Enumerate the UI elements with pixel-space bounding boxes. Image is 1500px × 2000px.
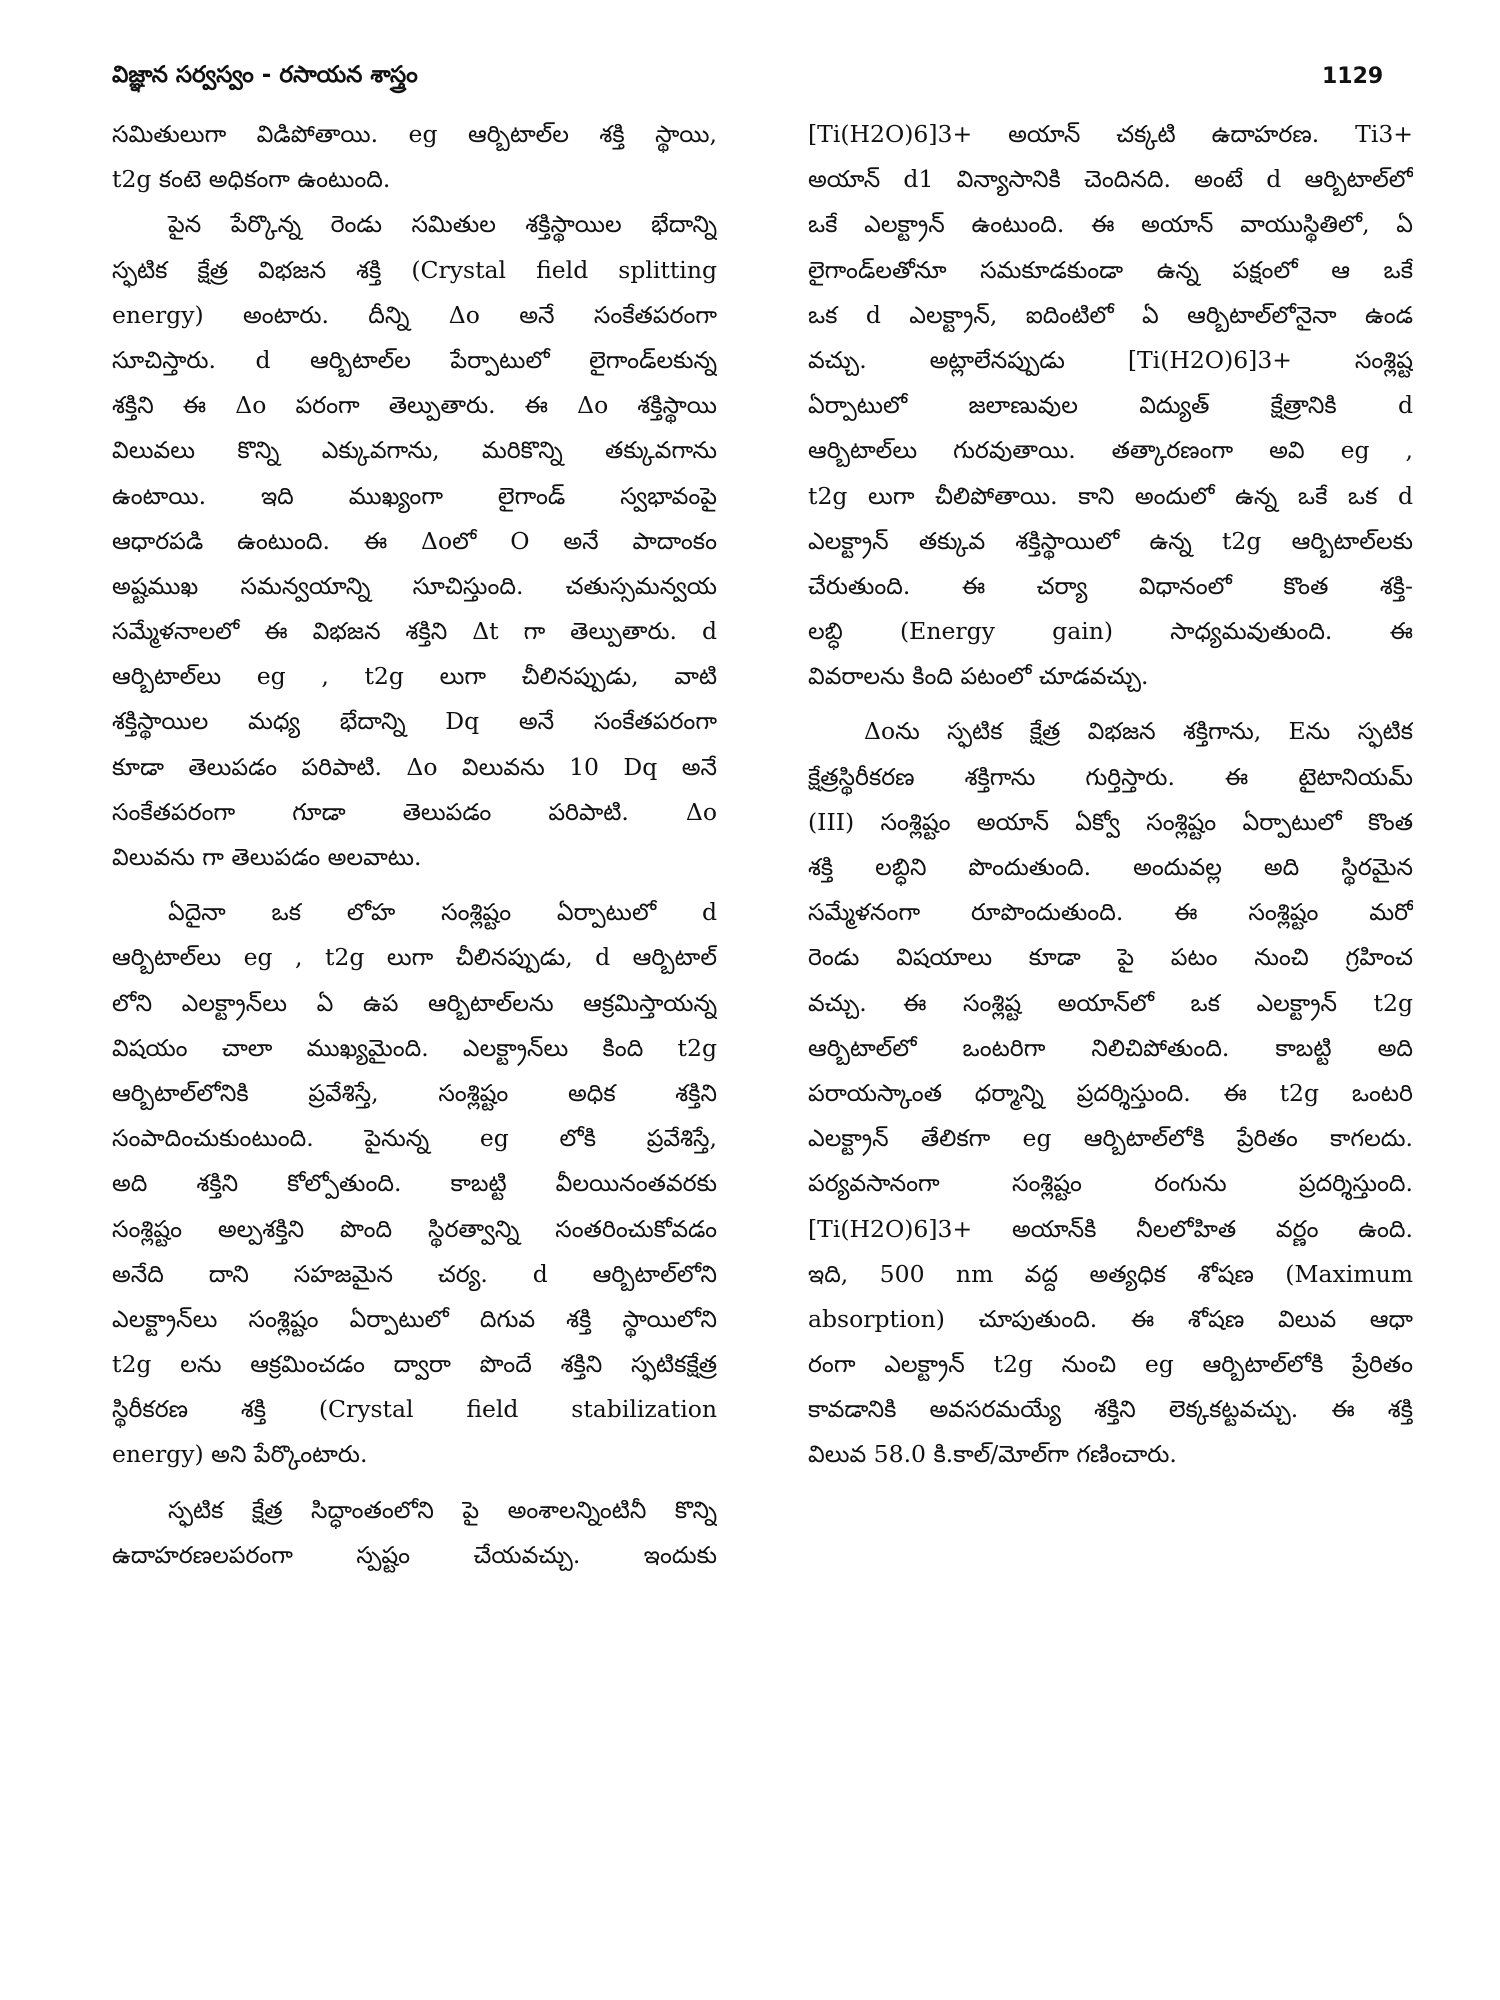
text-line: విలువలు కొన్ని ఎక్కువగాను, మరికొన్ని తక్కువగాను [112, 436, 717, 465]
text-line: ఇది, 500 nm వద్ద అత్యధిక శోషణ (Maximum [808, 1259, 1413, 1288]
text-line: రెండు విషయాలు కూడా పై పటం నుంచి గ్రహించ [808, 943, 1413, 972]
text-line: t2g లుగా చీలిపోతాయి. కాని అందులో ఉన్న ఒకే ఒక d [808, 481, 1413, 510]
text-line: పరాయస్కాంత ధర్మాన్ని ప్రదర్శిస్తుంది. ఈ t2g ఒంటరి [808, 1078, 1413, 1107]
text-line: శక్తిస్థాయిల మధ్య భేదాన్ని Dq అనే సంకేతపరంగా [112, 707, 717, 736]
text-line: లైగాండ్‌లతోనూ సమకూడకుండా ఉన్న పక్షంలో ఆ ఒకే [808, 255, 1413, 284]
text-line: రంగా ఎలక్ట్రాన్ t2g నుంచి eg ఆర్బిటాల్‌లోకి ప్రేరితం [808, 1350, 1413, 1379]
text-line: సంశ్లిష్టం అల్పశక్తిని పొంది స్థిరత్వాన్ని సంతరించుకోవడం [112, 1214, 717, 1243]
text-line: ఉదాహరణలపరంగా స్పష్టం చేయవచ్చు. ఇందుకు [112, 1540, 717, 1569]
text-line: ఒకే ఎలక్ట్రాన్ ఉంటుంది. ఈ అయాన్ వాయుస్థితిలో, ఏ [808, 210, 1413, 239]
text-line: కావడానికి అవసరమయ్యే శక్తిని లెక్కకట్టవచ్చు. ఈ శక్తి [808, 1395, 1413, 1424]
text-line: ఆర్బిటాల్‌లు eg , t2g లుగా చీలినప్పుడు, d ఆర్బిటాల్ [112, 943, 717, 972]
text-line: [Ti(H2O)6]3+ అయాన్ చక్కటి ఉదాహరణ. Ti3+ [808, 120, 1413, 148]
text-line: (III) సంశ్లిష్టం అయాన్ ఏక్వో సంశ్లిష్టం ఏర్పాటులో కొంత [808, 807, 1413, 836]
text-line: t2g కంటె అధికంగా ఉంటుంది. [112, 165, 391, 194]
text-line: క్షేత్రస్థిరీకరణ శక్తిగాను గుర్తిస్తారు. ఈ టైటానియమ్ [808, 762, 1413, 791]
text-line: సూచిస్తారు. d ఆర్బిటాల్‌ల పేర్పాటులో లైగాండ్‌లకున్న [112, 345, 717, 374]
text-line: పర్యవసానంగా సంశ్లిష్టం రంగును ప్రదర్శిస్తుంది. [808, 1169, 1413, 1198]
text-line: energy) అంటారు. దీన్ని Δo అనే సంకేతపరంగా [112, 300, 717, 329]
text-line: Δoను స్ఫటిక క్షేత్ర విభజన శక్తిగాను, Eను స్ఫటిక [864, 717, 1413, 746]
text-line: పైన పేర్కొన్న రెండు సమితుల శక్తిస్థాయిల భేదాన్ని [168, 210, 717, 239]
text-line: ఆర్బిటాల్‌లు eg , t2g లుగా చీలినప్పుడు, వాటి [112, 662, 717, 691]
text-line: సమితులుగా విడిపోతాయి. eg ఆర్బిటాల్‌ల శక్తి స్థాయి, [112, 120, 717, 148]
paragraph [808, 709, 1413, 1477]
text-line: స్ఫటిక క్షేత్ర సిద్ధాంతంలోని పై అంశాలన్నింటినీ కొన్ని [168, 1495, 717, 1524]
text-line: అనేది దాని సహజమైన చర్య. d ఆర్బిటాల్‌లోని [112, 1259, 717, 1288]
text-line: [Ti(H2O)6]3+ అయాన్‌కి నీలలోహిత వర్ణం ఉంది. [808, 1214, 1413, 1243]
right-column [808, 112, 1413, 1478]
paragraph [112, 112, 717, 202]
text-line: సంకేతపరంగా గూడా తెలుపడం పరిపాటి. Δo [112, 797, 717, 826]
text-line: విలువ 58.0 కి.కాల్/మోల్‌గా గణించారు. [808, 1440, 1177, 1469]
text-line: absorption) చూపుతుంది. ఈ శోషణ విలువ ఆధా [808, 1304, 1413, 1333]
paragraph [112, 202, 717, 880]
text-line: ఆధారపడి ఉంటుంది. ఈ Δoలో O అనే పాదాంకం [112, 526, 717, 555]
paragraph [112, 890, 717, 1477]
text-line: ఎలక్ట్రాన్ తేలికగా eg ఆర్బిటాల్‌లోకి ప్రేరితం కాగలదు. [808, 1124, 1413, 1153]
text-line: లోని ఎలక్ట్రాన్‌లు ఏ ఉప ఆర్బిటాల్‌లను ఆక్రమిస్తాయన్న [112, 988, 717, 1017]
text-line: t2g లను ఆక్రమించడం ద్వారా పొందే శక్తిని స్ఫటికక్షేత్ర [112, 1350, 717, 1379]
text-line: ఆర్బిటాల్‌లోనికి ప్రవేశిస్తే, సంశ్లిష్టం అధిక శక్తిని [112, 1078, 717, 1107]
text-line: శక్తిని ఈ Δo పరంగా తెల్పుతారు. ఈ Δo శక్తిస్థాయి [112, 391, 717, 420]
text-line: ఏదైనా ఒక లోహ సంశ్లిష్టం ఏర్పాటులో d [168, 898, 717, 927]
text-line: అష్టముఖ సమన్వయాన్ని సూచిస్తుంది. చతుస్సమన్వయ [112, 571, 717, 600]
text-line: ఒక d ఎలక్ట్రాన్, ఐదింటిలో ఏ ఆర్బిటాల్‌లోనైనా ఉండ [808, 300, 1413, 329]
paragraph [112, 1488, 717, 1578]
text-line: ఆర్బిటాల్‌లో ఒంటరిగా నిలిచిపోతుంది. కాబట్టి అది [808, 1033, 1413, 1062]
text-line: సంపాదించుకుంటుంది. పైనున్న eg లోకి ప్రవేశిస్తే, [112, 1124, 717, 1153]
text-line: స్ఫటిక క్షేత్ర విభజన శక్తి (Crystal field splitting [112, 255, 717, 284]
text-line: వచ్చు. అట్లాలేనప్పుడు [Ti(H2O)6]3+ సంశ్లిష్ట [808, 345, 1413, 374]
text-line: వచ్చు. ఈ సంశ్లిష్ట అయాన్‌లో ఒక ఎలక్ట్రాన్ t2g [808, 988, 1413, 1017]
text-line: విషయం చాలా ముఖ్యమైంది. ఎలక్ట్రాన్‌లు కింది t2g [112, 1033, 717, 1062]
text-line: ఎలక్ట్రాన్‌లు సంశ్లిష్టం ఏర్పాటులో దిగువ శక్తి స్థాయిలోని [112, 1304, 717, 1333]
page-number: 1129 [1322, 64, 1384, 89]
text-line: వివరాలను కింది పటంలో చూడవచ్చు. [808, 662, 1149, 691]
text-line: ఆర్బిటాల్‌లు గురవుతాయి. తత్కారణంగా అవి eg , [808, 436, 1413, 465]
text-line: సమ్మేళనంగా రూపొందుతుంది. ఈ సంశ్లిష్టం మరో [808, 898, 1413, 927]
left-column [112, 112, 717, 1578]
paragraph [808, 112, 1413, 699]
text-line: అయాన్ d1 విన్యాసానికి చెందినది. అంటే d ఆర్బిటాల్‌లో [808, 165, 1413, 194]
text-line: కూడా తెలుపడం పరిపాటి. Δo విలువను 10 Dq అనే [112, 752, 717, 781]
text-line: అది శక్తిని కోల్పోతుంది. కాబట్టి వీలయినంతవరకు [112, 1169, 717, 1198]
text-line: విలువను గా తెలుపడం అలవాటు. [112, 843, 422, 871]
text-line: ఎలక్ట్రాన్ తక్కువ శక్తిస్థాయిలో ఉన్న t2g ఆర్బిటాల్‌లకు [808, 526, 1413, 555]
text-line: energy) అని పేర్కొంటారు. [112, 1440, 368, 1469]
text-line: శక్తి లబ్ధిని పొందుతుంది. అందువల్ల అది స్థిరమైన [808, 853, 1413, 881]
text-line: చేరుతుంది. ఈ చర్యా విధానంలో కొంత శక్తి- [808, 571, 1413, 600]
text-line: ఏర్పాటులో జలాణువుల విద్యుత్ క్షేత్రానికి d [808, 391, 1413, 420]
text-line: లబ్ధి (Energy gain) సాధ్యమవుతుంది. ఈ [808, 617, 1413, 646]
text-line: సమ్మేళనాలలో ఈ విభజన శక్తిని Δt గా తెల్పుతారు. d [112, 617, 717, 646]
text-line: ఉంటాయి. ఇది ముఖ్యంగా లైగాండ్ స్వభావంపై [112, 481, 717, 510]
text-line: స్థిరీకరణ శక్తి (Crystal field stabilization [112, 1395, 717, 1424]
running-title: విజ్ఞాన సర్వస్వం - రసాయన శాస్త్రం [112, 62, 418, 88]
